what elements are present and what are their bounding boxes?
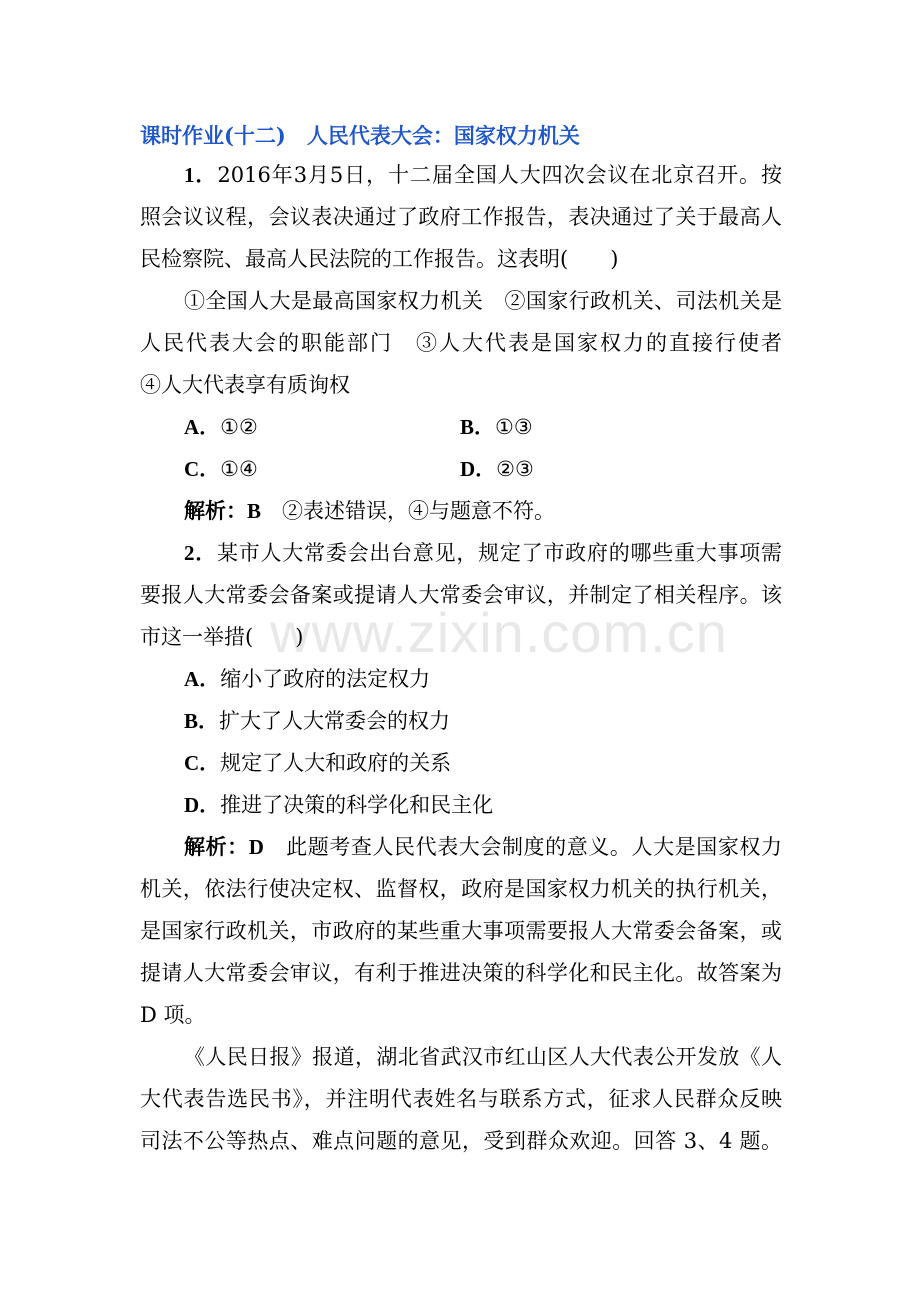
- q2-analysis-line-5: D 项。: [140, 1003, 206, 1027]
- q1-statement-3: ④人大代表享有质询权: [140, 373, 350, 397]
- q2-line-3: 市这一举措( ): [140, 625, 304, 649]
- q2-analysis-line-2: 机关，依法行使决定权、监督权，政府是国家权力机关的执行机关，: [140, 877, 782, 901]
- q2-line-1: [184, 538, 782, 568]
- q1-option-b: B．①③: [460, 415, 533, 439]
- q2-number: 2．: [184, 541, 218, 565]
- q2-analysis-label: 解析：D: [184, 835, 264, 859]
- q2-option-d: D．推进了决策的科学化和民主化: [184, 793, 494, 817]
- q2-option-a: A．缩小了政府的法定权力: [184, 667, 431, 691]
- passage-line-3: 司法不公等热点、难点问题的意见，受到群众欢迎。回答 3、4 题。: [140, 1129, 782, 1153]
- q2-analysis-line-4: 提请人大常委会审议，有利于推进决策的科学化和民主化。故答案为: [140, 961, 782, 985]
- q1-analysis: [184, 496, 782, 526]
- q1-options-row-1: [184, 412, 782, 442]
- q1-line-3: 民检察院、最高人民法院的工作报告。这表明( ): [140, 247, 619, 271]
- q1-option-c: C．①④: [184, 457, 258, 481]
- page-title: 课时作业(十二) 人民代表大会：国家权力机关: [140, 123, 580, 148]
- q2-analysis-line-1: 解析：D 此题考查人民代表大会制度的意义。人大是国家权力: [184, 835, 783, 859]
- q1-analysis-text: ②表述错误，④与题意不符。: [261, 499, 556, 523]
- q2-text-1: 某市人大常委会出台意见，规定了市政府的哪些重大事项需: [217, 541, 783, 565]
- q1-statement-2: 人民代表大会的职能部门 ③人大代表是国家权力的直接行使者: [140, 331, 782, 355]
- q1-number: 1．: [184, 163, 218, 187]
- passage-line-1: 《人民日报》报道，湖北省武汉市红山区人大代表公开发放《人: [184, 1045, 782, 1069]
- passage-line-2: 大代表告选民书》，并注明代表姓名与联系方式，征求人民群众反映: [140, 1087, 782, 1111]
- q1-option-a: A．①②: [184, 415, 258, 439]
- q1-option-d: D．②③: [460, 457, 534, 481]
- q2-option-b: B．扩大了人大常委会的权力: [184, 709, 451, 733]
- q1-statement-1: ①全国人大是最高国家权力机关 ②国家行政机关、司法机关是: [184, 289, 782, 313]
- q1-analysis-label: 解析：B: [184, 499, 262, 523]
- q1-text-1: 2016年3月5日，十二届全国人大四次会议在北京召开。按: [217, 163, 782, 187]
- q1-options-row-2: [184, 454, 782, 484]
- q1-line-2: 照会议议程，会议表决通过了政府工作报告，表决通过了关于最高人: [140, 205, 782, 229]
- q2-analysis-line-3: 是国家行政机关，市政府的某些重大事项需要报人大常委会备案，或: [140, 919, 782, 943]
- q2-option-c: C．规定了人大和政府的关系: [184, 751, 452, 775]
- q2-line-2: 要报人大常委会备案或提请人大常委会审议，并制定了相关程序。该: [140, 583, 782, 607]
- watermark: www.zixin.com.cn: [270, 601, 728, 664]
- q1-line-1: [184, 160, 782, 190]
